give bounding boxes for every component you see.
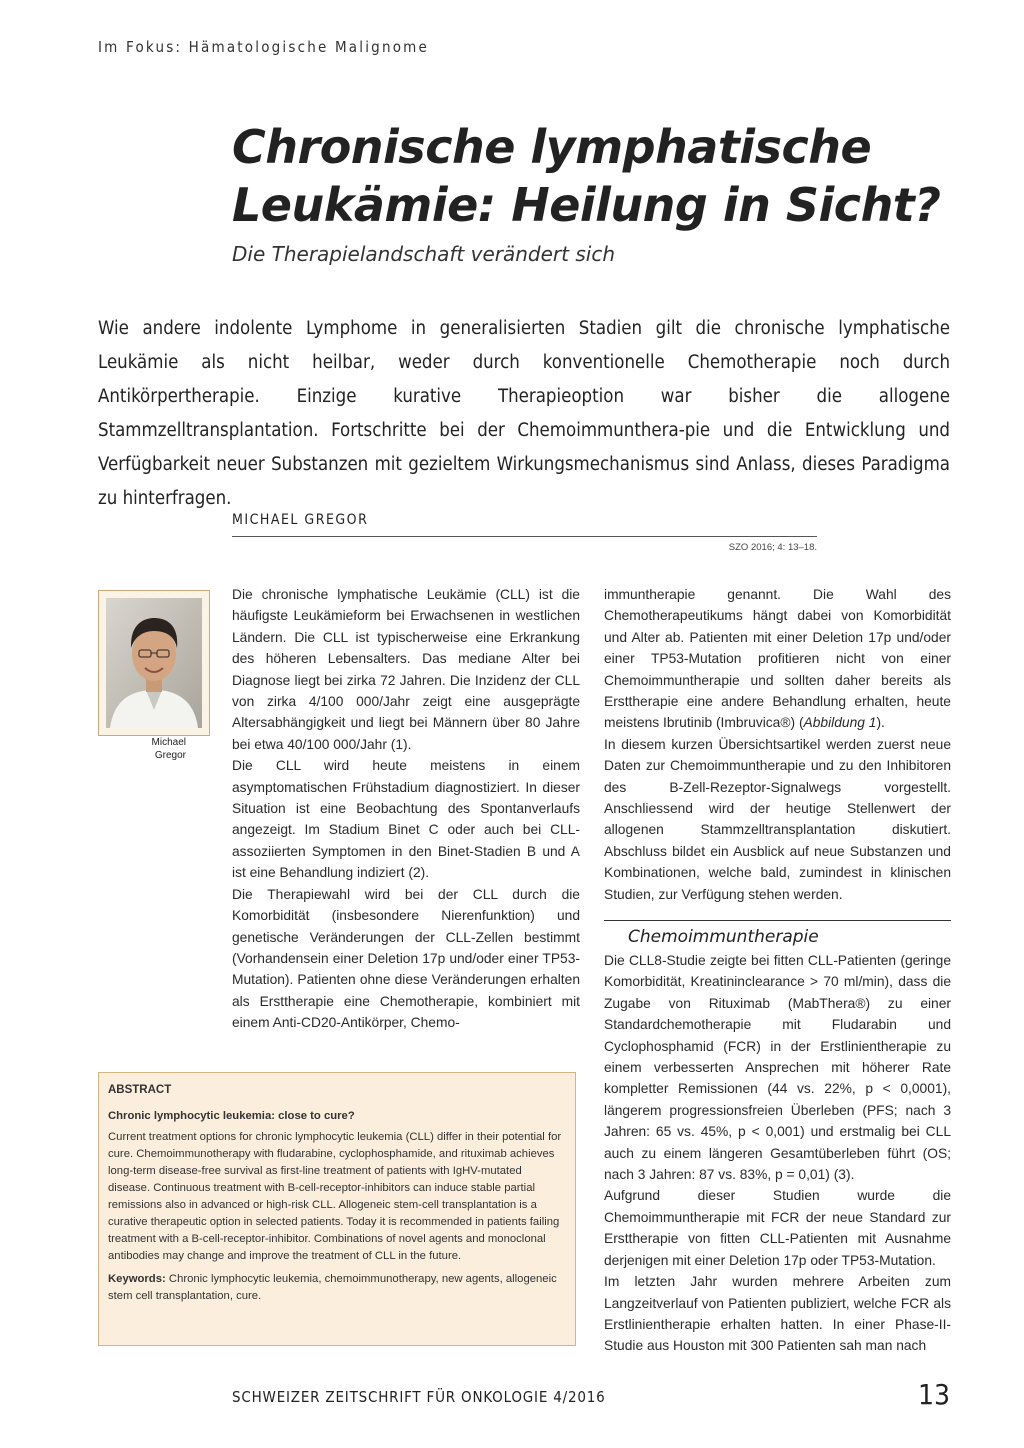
author-name: MICHAEL GREGOR xyxy=(232,512,369,528)
subheading-chemoimmuntherapie: Chemoimmuntherapie xyxy=(628,927,819,947)
footer-journal: SCHWEIZER ZEITSCHRIFT FÜR ONKOLOGIE 4/2016 xyxy=(232,1388,606,1406)
paragraph: Aufgrund dieser Studien wurde die Chemoimmuntherapie mit FCR der neue Standard zur Ersttherapie von fitten CLL-Patienten mit Ausnahme derjenigen mit einer Deletion 17p oder TP53-Mutation. xyxy=(604,1188,951,1268)
paragraph: immuntherapie genannt. Die Wahl des Chemotherapeutikums hängt dabei von Komorbidität und Alter ab. Patienten mit einer Deletion 17p und/oder einer TP53-Mutation profitieren nicht von einer Chemoimmuntherapie und sollten daher bereits als Ersttherapie eine andere Behandlung erhalten, heute meistens Ibrutinib (Imbruvica®) (Abbildung 1). xyxy=(604,587,951,731)
abstract-body: Current treatment options for chronic lymphocytic leukemia (CLL) differ in their potential for cure. Chemoimmunotherapy with fludarabine, cyclophosphamide, and rituximab achieves long-term disease-free survival as first-line treatment of patients with IgHV-mutated disease. Continuous treatment with B-cell-receptor-inhibitors can induce stable partial remissions also in advanced or high-risk CLL. Allogeneic stem-cell transplantation is a curative therapeutic option in selected patients. Today it is recommended in patients failing treatment with a B-cell-receptor-inhibitor. Combinations of novel agents and monoclonal antibodies may change and improve the treatment of CLL in the future. xyxy=(108,1131,562,1262)
paragraph: In diesem kurzen Übersichtsartikel werden zuerst neue Daten zur Chemoimmuntherapie und zu den Inhibitoren des B-Zell-Rezeptor-Signalwegs vorgestellt. Anschliessend wird der heutige Stellenwert der allogenen Stammzelltransplantation diskutiert. Abschluss bildet ein Ausblick auf neue Substanzen und Kombinationen, welche bald, zumindest in klinischen Studien, zur Verfügung stehen werden. xyxy=(604,736,951,902)
author-photo xyxy=(106,598,202,728)
paragraph: Die CLL8-Studie zeigte bei fitten CLL-Patienten (geringe Komorbidität, Kreatininclearance > 70 ml/min), dass die Zugabe von Rituximab (MabThera®) zu einer Standardchemotherapie mit Fludarabin und Cyclophosphamid (FCR) in der Erstlinientherapie zu einem verbesserten Ansprechen mit höherer Rate kompletter Remissionen (44 vs. 22%, p < 0,0001), längerem progressionsfreien Überleben (PFS; nach 3 Jahren: 65 vs. 45%, p < 0,001) und erstmalig bei CLL auch zu einem längeren Gesamtüberleben führt (OS; nach 3 Jahren: 87 vs. 83%, p = 0,01) (3). xyxy=(604,953,951,1183)
lead-paragraph: Wie andere indolente Lymphome in generalisierten Stadien gilt die chronische lymphatische Leukämie als nicht heilbar, weder durch konventionelle Chemotherapie noch durch Antikörpertherapie. Einzige kurative Therapieoption war bisher die allogene Stammzelltransplantation. Fortschritte bei der Chemoimmunthera-pie und die Entwicklung und Verfügbarkeit neuer Substanzen mit gezieltem Wirkungsmechanismus sind Anlass, dieses Paradigma zu hinterfragen. xyxy=(98,318,950,509)
title-line-1: Chronische lymphatische xyxy=(232,120,872,174)
body-column-1 xyxy=(232,584,580,1034)
paragraph: Die chronische lymphatische Leukämie (CLL) ist die häufigste Leukämieform bei Erwachsenen in westlichen Ländern. Die CLL ist typischerweise eine Erkrankung des höheren Lebensalters. Das mediane Alter bei Diagnose liegt bei zirka 72 Jahren. Die Inzidenz der CLL von zirka 4/100 000/Jahr zeigt eine ausgeprägte Altersabhängigkeit und liegt bei Männern über 80 Jahre bei etwa 40/100 000/Jahr (1). xyxy=(232,587,580,752)
subheading-divider xyxy=(604,920,951,921)
photo-caption: Michael Gregor xyxy=(151,737,186,761)
abstract-heading: ABSTRACT xyxy=(108,1084,172,1096)
paragraph: Die CLL wird heute meistens in einem asymptomatischen Frühstadium diagnostiziert. In dieser Situation ist eine Beobachtung des Spontanverlaufs angezeigt. Im Stadium Binet C oder auch bei CLL-assoziierten Symptomen in den Binet-Stadien B und A ist eine Behandlung indiziert (2). xyxy=(232,758,580,881)
citation: SZO 2016; 4: 13–18. xyxy=(728,542,817,553)
abstract-keywords: Keywords: Chronic lymphocytic leukemia, chemoimmunotherapy, new agents, allogeneic stem cell transplantation, cure. xyxy=(108,1273,557,1302)
article-subtitle: Die Therapielandschaft verändert sich xyxy=(232,242,615,266)
author-divider xyxy=(232,536,817,537)
figure-reference[interactable]: Abbildung 1 xyxy=(803,715,877,731)
body-column-2-top xyxy=(604,584,951,905)
page-number: 13 xyxy=(918,1378,951,1411)
paragraph: Im letzten Jahr wurden mehrere Arbeiten zum Langzeitverlauf von Patienten publiziert, welche FCR als Erstlinientherapie erhalten hatten. In einer Phase-II-Studie aus Houston mit 300 Patienten sah man nach xyxy=(604,1274,951,1354)
section-label: Im Fokus: Hämatologische Malignome xyxy=(98,38,430,56)
body-column-2-bottom xyxy=(604,950,951,1357)
article-title xyxy=(232,118,972,234)
abstract-title: Chronic lymphocytic leukemia: close to cure? xyxy=(108,1110,355,1122)
paragraph: Die Therapiewahl wird bei der CLL durch die Komorbidität (insbesondere Nierenfunktion) und genetische Veränderungen der CLL-Zellen bestimmt (Vorhandensein einer Deletion 17p und/oder einer TP53-Mutation). Patienten ohne diese Veränderungen erhalten als Ersttherapie eine Chemotherapie, kombiniert mit einem Anti-CD20-Antikörper, Chemo- xyxy=(232,886,580,1031)
title-line-2: Leukämie: Heilung in Sicht? xyxy=(232,178,941,232)
abstract-content xyxy=(108,1082,566,1305)
